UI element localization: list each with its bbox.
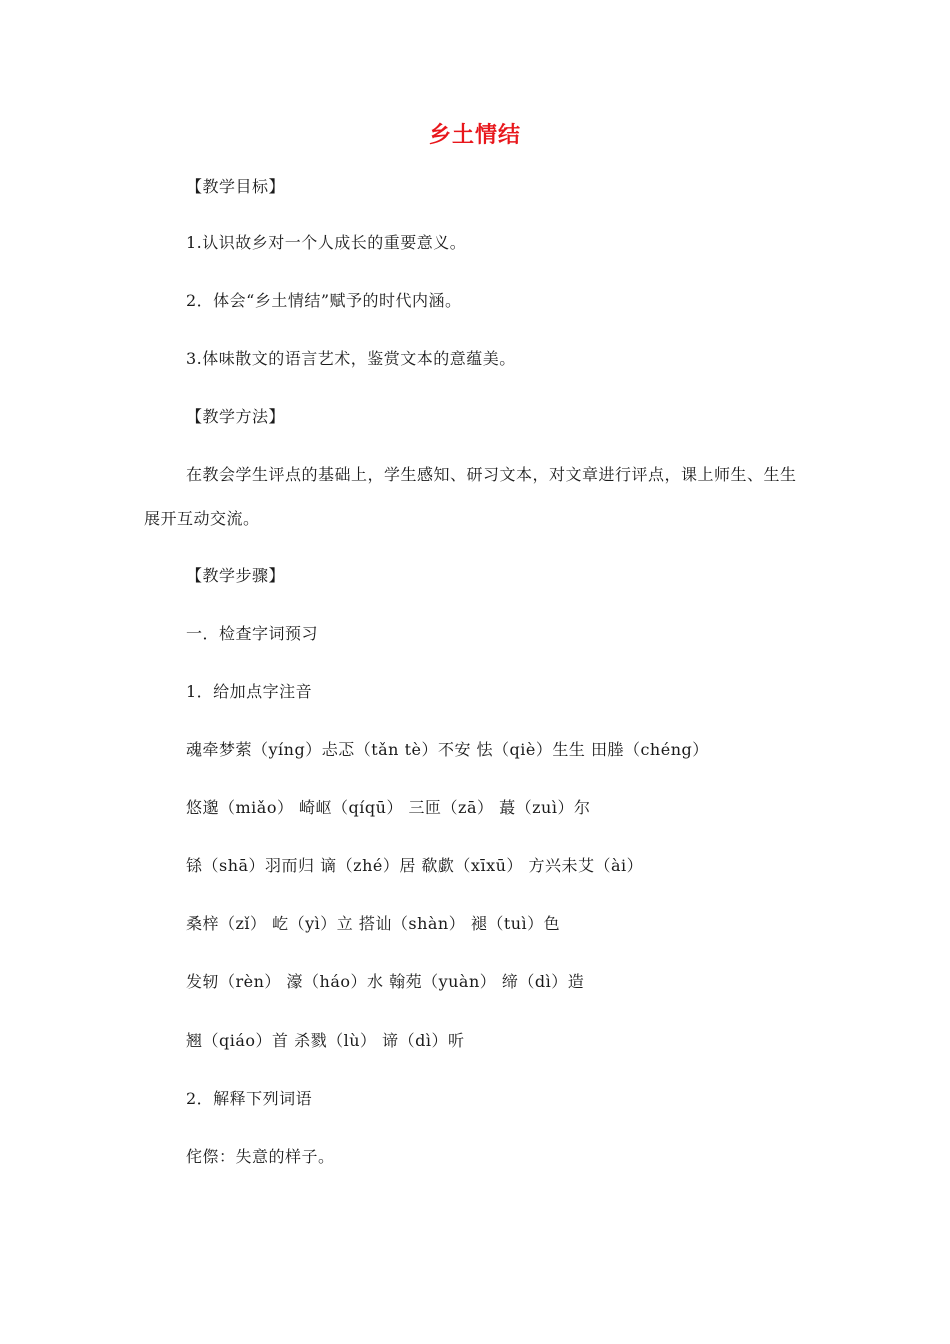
pinyin-line: 发轫（rèn） 濠（háo）水 翰苑（yuàn） 缔（dì）造 <box>186 972 585 991</box>
step-heading: 一．检查字词预习 <box>186 624 319 643</box>
methods-heading: 【教学方法】 <box>186 407 286 426</box>
sub-step-heading: 1．给加点字注音 <box>186 682 313 701</box>
document-title: 乡土情结 <box>428 123 521 148</box>
objective-item: 1.认识故乡对一个人成长的重要意义。 <box>186 233 467 252</box>
objectives-heading: 【教学目标】 <box>186 177 286 196</box>
pinyin-line: 翘（qiáo）首 杀戮（lù） 谛（dì）听 <box>186 1031 465 1050</box>
steps-heading: 【教学步骤】 <box>186 566 286 585</box>
pinyin-line: 悠邈（miǎo） 崎岖（qíqū） 三匝（zā） 蕞（zuì）尔 <box>186 798 591 817</box>
sub-step-heading: 2．解释下列词语 <box>186 1089 313 1108</box>
methods-paragraph: 在教会学生评点的基础上，学生感知、研习文本，对文章进行评点，课上师生、生生展开互动交流。 <box>144 465 797 528</box>
pinyin-line: 铩（shā）羽而归 谪（zhé）居 欷歔（xīxū） 方兴未艾（ài） <box>186 856 644 875</box>
objective-item: 3.体味散文的语言艺术，鉴赏文本的意蕴美。 <box>186 349 516 368</box>
definition-item: 侘傺：失意的样子。 <box>186 1147 335 1166</box>
pinyin-line: 桑梓（zǐ） 屹（yì）立 搭讪（shàn） 褪（tuì）色 <box>186 914 561 933</box>
objective-item: 2．体会“乡土情结”赋予的时代内涵。 <box>186 291 462 310</box>
pinyin-line: 魂牵梦萦（yíng）忐忑（tǎn tè）不安 怯（qiè）生生 田塍（chéng） <box>186 740 709 759</box>
